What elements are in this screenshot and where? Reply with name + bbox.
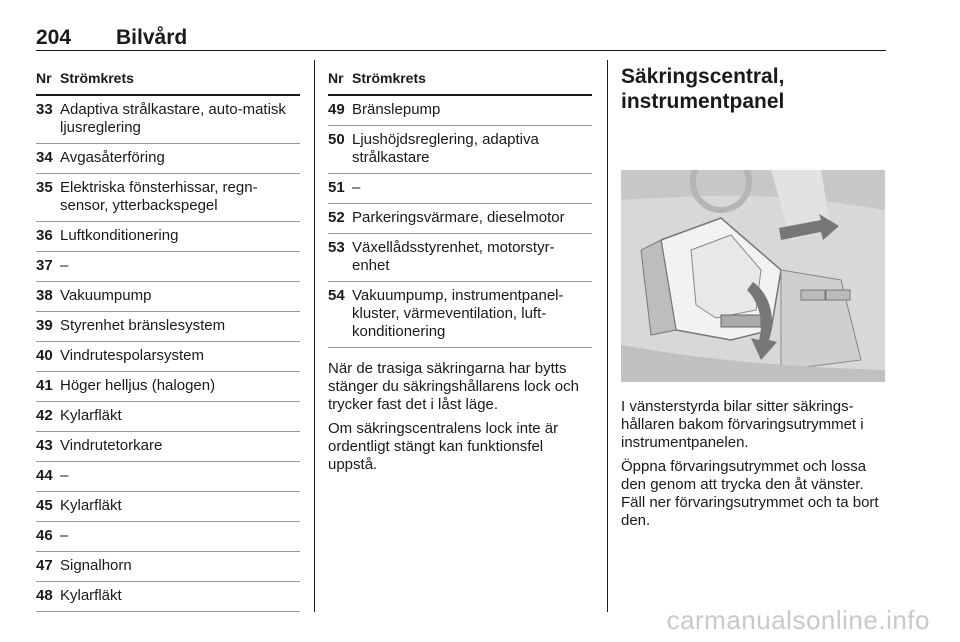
fuse-circuit: Växellådsstyrenhet, motorstyr-enhet bbox=[352, 239, 555, 274]
fuse-box-illustration bbox=[621, 170, 885, 382]
table-row bbox=[36, 522, 300, 552]
table-row bbox=[36, 282, 300, 312]
fuse-circuit: Luftkonditionering bbox=[60, 227, 179, 244]
fuse-number: 53 bbox=[328, 239, 345, 256]
fuse-number: 44 bbox=[36, 467, 53, 484]
table-row bbox=[328, 234, 592, 282]
paragraph: När de trasiga säkringarna har bytts stänger du säkringshållarens lock och trycker fast det i låst läge. bbox=[328, 360, 579, 413]
column-divider-1 bbox=[314, 60, 315, 612]
paragraph: Öppna förvaringsutrymmet och lossa den genom att trycka den åt vänster. Fäll ner förvaringsutrymmet och ta bort den. bbox=[621, 458, 879, 529]
table-row bbox=[36, 312, 300, 342]
fuse-number: 46 bbox=[36, 527, 53, 544]
table-row bbox=[36, 402, 300, 432]
fuse-number: 36 bbox=[36, 227, 53, 244]
header-nr: Nr bbox=[328, 70, 344, 86]
fuse-circuit: – bbox=[352, 179, 361, 196]
table-row bbox=[36, 96, 300, 144]
fuse-number: 35 bbox=[36, 179, 53, 196]
column-divider-2 bbox=[607, 60, 608, 612]
col3-text bbox=[621, 398, 885, 536]
table-row bbox=[328, 174, 592, 204]
col3-section bbox=[621, 64, 885, 114]
col2-text bbox=[328, 360, 592, 474]
fuse-number: 40 bbox=[36, 347, 53, 364]
table-row bbox=[328, 282, 592, 348]
table-row bbox=[36, 252, 300, 282]
fuse-box-drawing bbox=[621, 170, 885, 382]
fuse-number: 45 bbox=[36, 497, 53, 514]
table-row bbox=[36, 342, 300, 372]
fuse-table-col1 bbox=[36, 68, 300, 612]
paragraph: I vänsterstyrda bilar sitter säkrings-hållaren bakom förvaringsutrymmet i instrumentpanelen. bbox=[621, 398, 864, 451]
fuse-circuit: Kylarfläkt bbox=[60, 587, 122, 604]
fuse-number: 33 bbox=[36, 101, 53, 118]
fuse-circuit: Signalhorn bbox=[60, 557, 132, 574]
table-row bbox=[328, 96, 592, 126]
fuse-number: 39 bbox=[36, 317, 53, 334]
fuse-number: 34 bbox=[36, 149, 53, 166]
fuse-circuit: Bränslepump bbox=[352, 101, 441, 118]
header-circuit: Strömkrets bbox=[352, 70, 426, 86]
fuse-number: 50 bbox=[328, 131, 345, 148]
table-row bbox=[36, 582, 300, 612]
fuse-number: 38 bbox=[36, 287, 53, 304]
fuse-circuit: Höger helljus (halogen) bbox=[60, 377, 216, 394]
table-rows bbox=[328, 96, 592, 348]
table-row bbox=[328, 204, 592, 234]
fuse-number: 51 bbox=[328, 179, 345, 196]
table-row bbox=[36, 144, 300, 174]
section-title: Bilvård bbox=[116, 26, 188, 49]
fuse-number: 41 bbox=[36, 377, 53, 394]
fuse-circuit: – bbox=[60, 527, 69, 544]
table-header bbox=[36, 68, 300, 96]
fuse-circuit: Adaptiva strålkastare, auto-matisk ljusreglering bbox=[60, 101, 286, 136]
table-row bbox=[36, 552, 300, 582]
fuse-circuit: Styrenhet bränslesystem bbox=[60, 317, 226, 334]
fuse-circuit: – bbox=[60, 467, 69, 484]
header-circuit: Strömkrets bbox=[60, 70, 134, 86]
fuse-table-col2 bbox=[328, 68, 592, 480]
section-heading: Säkringscentral, instrumentpanel bbox=[621, 65, 785, 113]
fuse-circuit: Vakuumpump bbox=[60, 287, 152, 304]
fuse-number: 43 bbox=[36, 437, 53, 454]
watermark: carmanualsonline.info bbox=[666, 605, 930, 635]
fuse-circuit: Elektriska fönsterhissar, regn-sensor, ytterbackspegel bbox=[60, 179, 258, 214]
fuse-circuit: Vindrutespolarsystem bbox=[60, 347, 204, 364]
table-row bbox=[36, 372, 300, 402]
paragraph: Om säkringscentralens lock inte är ordentligt stängt kan funktionsfel uppstå. bbox=[328, 420, 559, 473]
fuse-number: 49 bbox=[328, 101, 345, 118]
fuse-number: 37 bbox=[36, 257, 53, 274]
fuse-number: 54 bbox=[328, 287, 345, 304]
table-row bbox=[36, 222, 300, 252]
fuse-number: 42 bbox=[36, 407, 53, 424]
fuse-circuit: Ljushöjdsreglering, adaptiva strålkastare bbox=[352, 131, 539, 166]
fuse-circuit: Kylarfläkt bbox=[60, 407, 122, 424]
header-nr: Nr bbox=[36, 70, 52, 86]
fuse-circuit: Kylarfläkt bbox=[60, 497, 122, 514]
table-row bbox=[36, 174, 300, 222]
fuse-circuit: Vakuumpump, instrumentpanel-kluster, värmeventilation, luft-konditionering bbox=[352, 287, 564, 340]
header-rule bbox=[36, 50, 886, 51]
page-header bbox=[36, 26, 886, 50]
fuse-circuit: Parkeringsvärmare, dieselmotor bbox=[352, 209, 565, 226]
fuse-number: 52 bbox=[328, 209, 345, 226]
table-row bbox=[36, 492, 300, 522]
fuse-circuit: Vindrutetorkare bbox=[60, 437, 163, 454]
fuse-circuit: Avgasåterföring bbox=[60, 149, 165, 166]
table-row bbox=[36, 462, 300, 492]
table-header bbox=[328, 68, 592, 96]
table-row bbox=[36, 432, 300, 462]
fuse-number: 48 bbox=[36, 587, 53, 604]
page-number: 204 bbox=[36, 26, 72, 49]
fuse-number: 47 bbox=[36, 557, 53, 574]
table-row bbox=[328, 126, 592, 174]
table-rows bbox=[36, 96, 300, 612]
fuse-circuit: – bbox=[60, 257, 69, 274]
